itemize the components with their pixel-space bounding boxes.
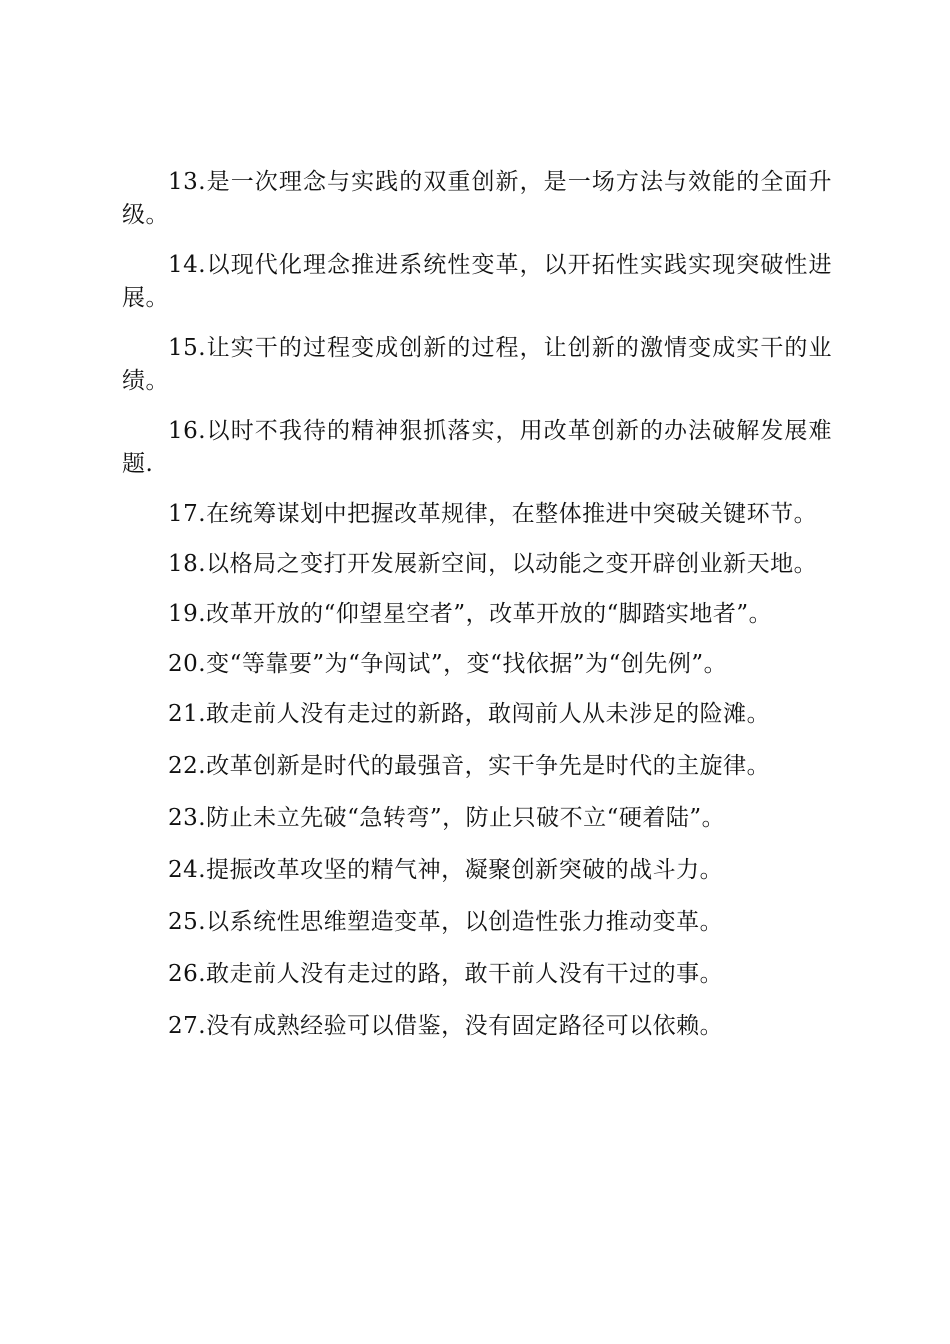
paragraph-25: 25.以系统性思维塑造变革，以创造性张力推动变革。 <box>168 909 724 935</box>
paragraph-27: 27.没有成熟经验可以借鉴，没有固定路径可以依赖。 <box>168 1013 724 1039</box>
paragraph-18: 18.以格局之变打开发展新空间，以动能之变开辟创业新天地。 <box>168 551 818 577</box>
paragraph-22: 22.改革创新是时代的最强音，实干争先是时代的主旋律。 <box>168 753 771 779</box>
document-body <box>122 166 832 1062</box>
paragraph-15: 15.让实干的过程变成创新的过程，让创新的激情变成实干的业绩。 <box>122 335 832 394</box>
paragraph-24: 24.提振改革攻坚的精气神，凝聚创新突破的战斗力。 <box>168 857 724 883</box>
paragraph-13: 13.是一次理念与实践的双重创新，是一场方法与效能的全面升级。 <box>122 169 832 228</box>
paragraph-16: 16.以时不我待的精神狠抓落实，用改革创新的办法破解发展难题. <box>122 418 832 477</box>
paragraph-17: 17.在统筹谋划中把握改革规律，在整体推进中突破关键环节。 <box>168 501 818 527</box>
paragraph-26: 26.敢走前人没有走过的路，敢干前人没有干过的事。 <box>168 961 724 987</box>
paragraph-21: 21.敢走前人没有走过的新路，敢闯前人从未涉足的险滩。 <box>168 701 771 727</box>
paragraph-19: 19.改革开放的“仰望星空者”，改革开放的“脚踏实地者”。 <box>168 601 773 627</box>
paragraph-20: 20.变“等靠要”为“争闯试”，变“找依据”为“创先例”。 <box>168 651 728 677</box>
paragraph-23: 23.防止未立先破“急转弯”，防止只破不立“硬着陆”。 <box>168 805 726 831</box>
paragraph-14: 14.以现代化理念推进系统性变革，以开拓性实践实现突破性进展。 <box>122 252 832 311</box>
